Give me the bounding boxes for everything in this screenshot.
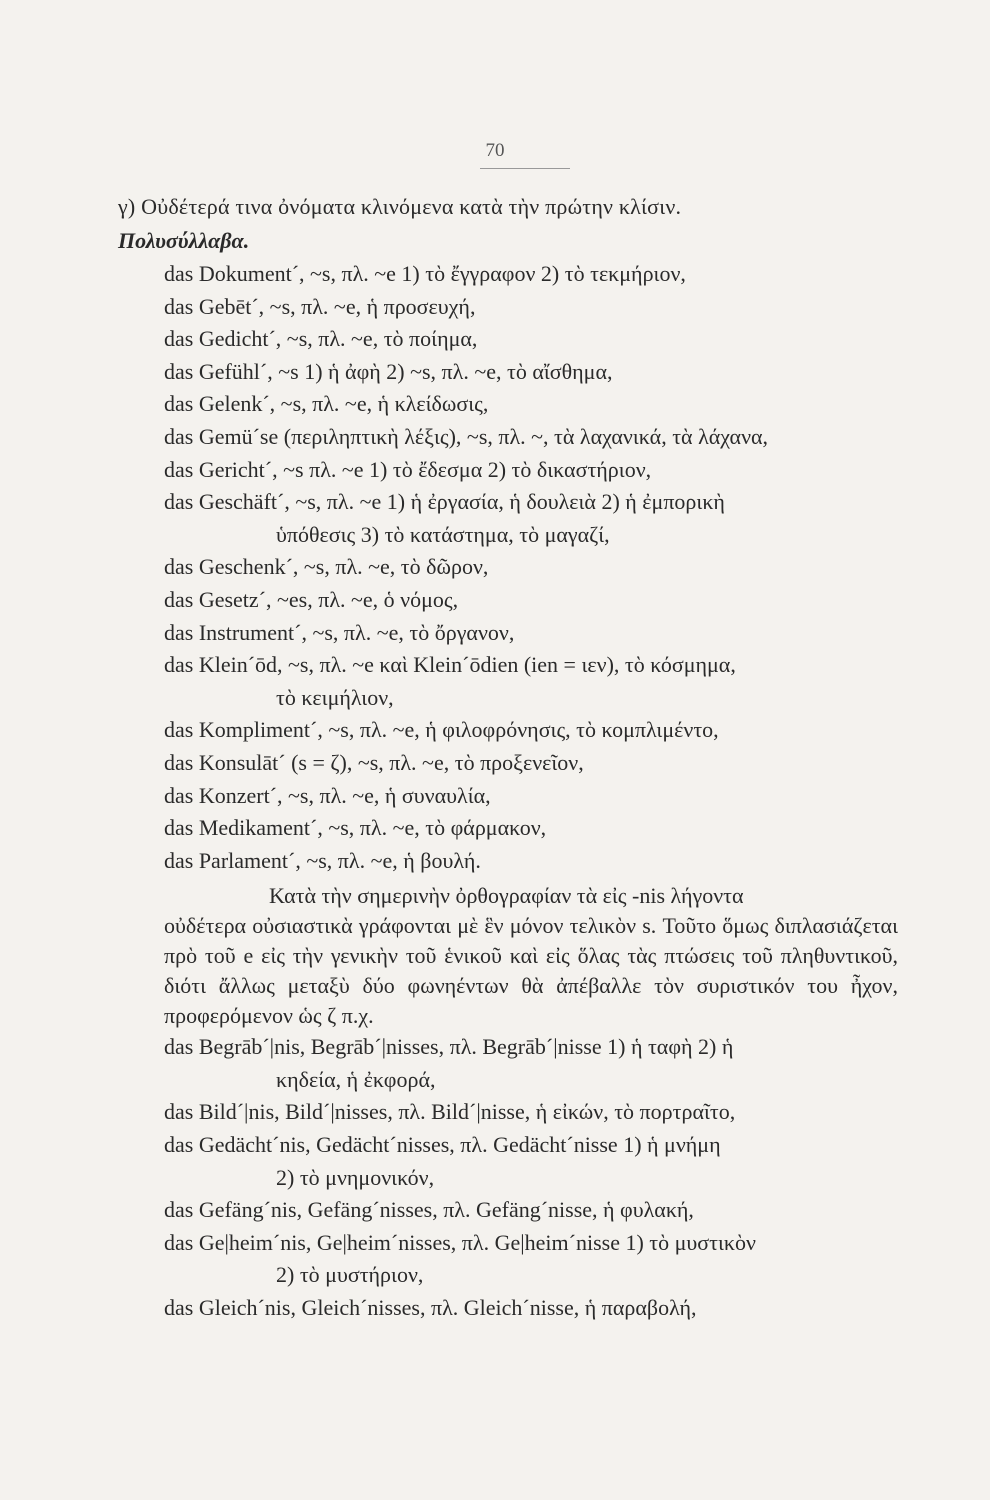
entry-gedicht: das Gedicht´, ~s, πλ. ~e, τὸ ποίημα, xyxy=(164,326,478,352)
page-content xyxy=(118,190,898,1325)
entry-geschenk: das Geschenk´, ~s, πλ. ~e, τὸ δῶρον, xyxy=(164,554,489,580)
entry-bildnis: das Bild´|nis, Bild´|nisses, πλ. Bild´|nisse, ἡ εἰκών, τὸ πορτραῖτο, xyxy=(164,1099,736,1125)
entry-parlament: das Parlament´, ~s, πλ. ~e, ἡ βουλή. xyxy=(164,847,481,873)
entry-geheimnis: das Ge|heim´nis, Ge|heim´nisses, πλ. Ge|heim´nisse 1) τὸ μυστικὸν xyxy=(164,1229,756,1255)
entry-kompliment: das Kompliment´, ~s, πλ. ~e, ἡ φιλοφρόνησις, τὸ κομπλιμέντο, xyxy=(164,717,719,743)
entry-gesetz: das Gesetz´, ~es, πλ. ~e, ὁ νόμος, xyxy=(164,586,459,612)
entry-geheimnis-continued: 2) τὸ μυστήριον, xyxy=(276,1262,424,1288)
entry-list-2 xyxy=(118,1031,898,1324)
entry-gedaechtnis: das Gedächt´nis, Gedächt´nisses, πλ. Gedächt´nisse 1) ἡ μνήμη xyxy=(164,1132,721,1158)
entry-gefuehl: das Gefühl´, ~s 1) ἡ ἀφὴ 2) ~s, πλ. ~e, τὸ αἴσθημα, xyxy=(164,358,613,384)
entry-instrument: das Instrument´, ~s, πλ. ~e, τὸ ὄργανον, xyxy=(164,619,515,645)
entry-begraebnis-continued: κηδεία, ἡ ἐκφορά, xyxy=(276,1066,436,1092)
paragraph-body: οὐδέτερα οὐσιαστικὰ γράφονται μὲ ἓν μόνον τελικὸν s. Τοῦτο ὅμως διπλασιάζεται πρὸ τοῦ e εἰς τὴν γενικὴν τοῦ ἑνικοῦ καὶ εἰς ὅλας τὰς πτώσεις τοῦ πληθυντικοῦ, διότι ἄλλως μεταξὺ δύο φωνηέντων θὰ ἀπέβαλλε τὸν συριστικόν του ἦχον, προφερόμενον ὡς ζ π.χ. xyxy=(164,913,898,1029)
section-heading: γ) Οὐδέτερά τινα ὀνόματα κλινόμενα κατὰ τὴν πρώτην κλίσιν. xyxy=(118,194,682,219)
entry-geschaeft: das Geschäft´, ~s, πλ. ~e 1) ἡ ἐργασία, ἡ δουλειὰ 2) ἡ ἐμπορικὴ xyxy=(164,489,725,515)
entry-gleichnis: das Gleich´nis, Gleich´nisses, πλ. Gleich´nisse, ἡ παραβολή, xyxy=(164,1295,697,1321)
section-subheading: Πολυσύλλαβα. xyxy=(118,228,250,253)
entry-geschaeft-continued: ὑπόθεσις 3) τὸ κατάστημα, τὸ μαγαζί, xyxy=(276,521,610,547)
page-number: 70 xyxy=(485,140,505,161)
entry-kleinod: das Klein´ōd, ~s, πλ. ~e καὶ Klein´ōdien (ien = ιεν), τὸ κόσμημα, xyxy=(164,652,736,678)
entry-medikament: das Medikament´, ~s, πλ. ~e, τὸ φάρμακον, xyxy=(164,815,547,841)
entry-list-1 xyxy=(118,258,898,877)
entry-dokument: das Dokument´, ~s, πλ. ~e 1) τὸ ἔγγραφον 2) τὸ τεκμήριον, xyxy=(164,261,686,286)
entry-begraebnis: das Begrāb´|nis, Begrāb´|nisses, πλ. Begrāb´|nisse 1) ἡ ταφὴ 2) ἡ xyxy=(164,1034,734,1060)
orthography-paragraph xyxy=(118,881,898,1031)
entry-gelenk: das Gelenk´, ~s, πλ. ~e, ἡ κλείδωσις, xyxy=(164,391,489,417)
entry-konzert: das Konzert´, ~s, πλ. ~e, ἡ συναυλία, xyxy=(164,782,491,808)
entry-kleinod-continued: τὸ κειμήλιον, xyxy=(276,684,394,710)
entry-gebet: das Gebēt´, ~s, πλ. ~e, ἡ προσευχή, xyxy=(164,293,476,319)
entry-gedaechtnis-continued: 2) τὸ μνημονικόν, xyxy=(276,1164,435,1190)
entry-gericht: das Gericht´, ~s πλ. ~e 1) τὸ ἔδεσμα 2) τὸ δικαστήριον, xyxy=(164,456,652,482)
entry-gefaengnis: das Gefäng´nis, Gefäng´nisses, πλ. Gefäng´nisse, ἡ φυλακή, xyxy=(164,1197,694,1223)
entry-gemuese: das Gemü´se (περιληπτικὴ λέξις), ~s, πλ. ~, τὰ λαχανικά, τὰ λάχανα, xyxy=(164,423,769,449)
entry-konsulat: das Konsulāt´ (s = ζ), ~s, πλ. ~e, τὸ προξενεῖον, xyxy=(164,749,584,775)
paragraph-first-line: Κατὰ τὴν σημερινὴν ὀρθογραφίαν τὰ εἰς -nis λήγοντα xyxy=(269,883,744,909)
page-number-rule xyxy=(480,168,570,169)
